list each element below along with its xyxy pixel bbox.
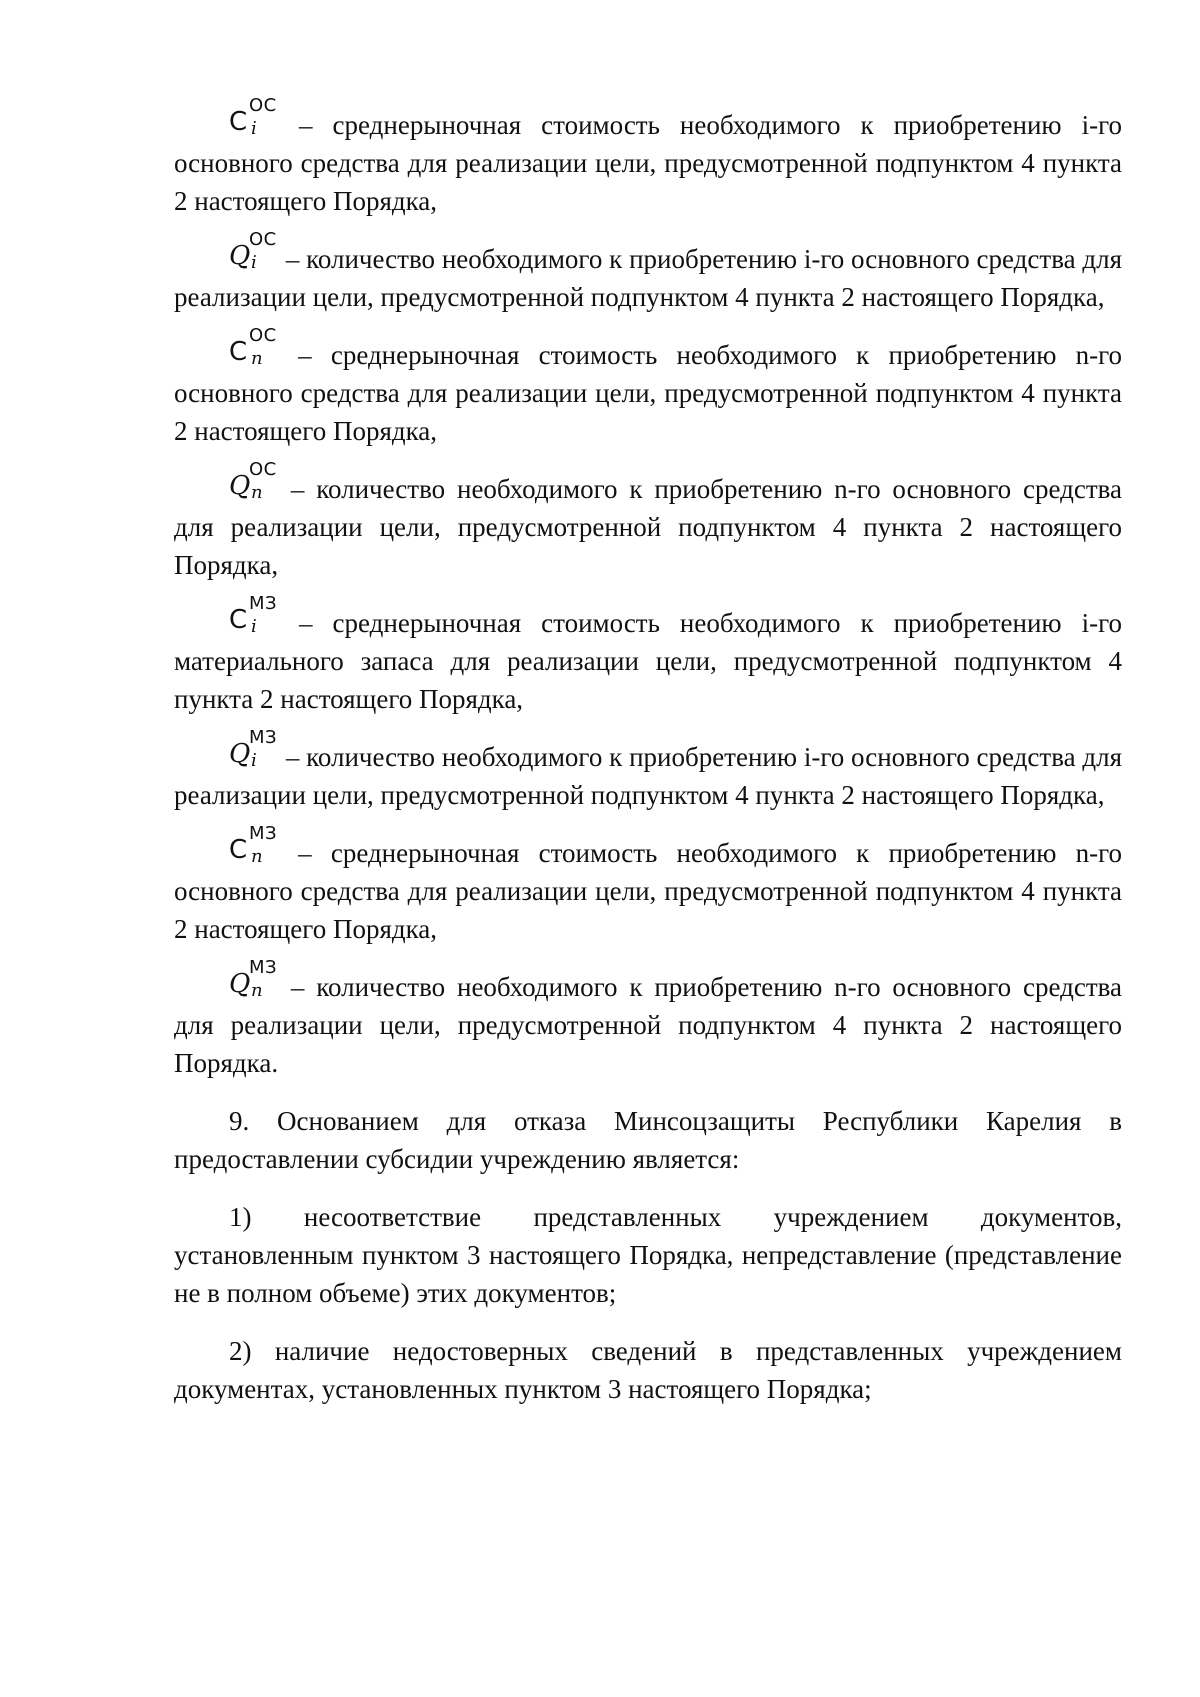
definition-paragraph [174, 957, 1123, 1082]
definition-paragraph [174, 459, 1123, 584]
formula-superscript: ОС [249, 95, 277, 116]
definition-text: – среднерыночная стоимость необходимого к приобретению i-го материального запаса для реализации цели, предусмотренной подпунктом 4 пункта 2 настоящего Порядка, [174, 608, 1122, 714]
formula-superscript: МЗ [249, 593, 278, 614]
formula-base: Q [229, 969, 251, 999]
list-item: 2) наличие недостоверных сведений в представленных учреждением документах, установленных пунктом 3 настоящего Порядка; [174, 1336, 1122, 1404]
formula-base: Q [229, 241, 251, 271]
list-item: 1) несоответствие представленных учреждением документов, установленным пунктом 3 настоящего Порядка, непредставление (представление не в полном объеме) этих документов; [174, 1202, 1122, 1308]
definition-paragraph [174, 727, 1123, 814]
formula-subscript: n [251, 846, 263, 867]
formula-base: С [229, 337, 248, 367]
formula-symbol [229, 95, 279, 139]
definition-text: – среднерыночная стоимость необходимого к приобретению i-го основного средства для реализации цели, предусмотренной подпунктом 4 пункта 2 настоящего Порядка, [174, 110, 1122, 216]
formula-superscript: МЗ [249, 823, 278, 844]
formula-symbol [229, 957, 279, 1001]
definition-text: – среднерыночная стоимость необходимого к приобретению n-го основного средства для реализации цели, предусмотренной подпунктом 4 пункта 2 настоящего Порядка, [174, 838, 1122, 944]
formula-base: Q [229, 471, 251, 501]
clause-9-paragraph: 9. Основанием для отказа Минсоцзащиты Республики Карелия в предоставлении субсидии учреждению является: [174, 1106, 1122, 1174]
formula-subscript: i [251, 750, 257, 771]
formula-symbol [229, 593, 279, 637]
definition-paragraph [174, 95, 1122, 220]
formula-superscript: ОС [249, 325, 277, 346]
formula-base: С [229, 107, 248, 137]
formula-symbol [229, 459, 279, 503]
formula-superscript: ОС [249, 459, 277, 480]
formula-symbol [229, 325, 279, 369]
formula-base: Q [229, 739, 251, 769]
formula-symbol [229, 727, 279, 771]
definition-paragraph [174, 593, 1122, 718]
formula-subscript: i [251, 118, 257, 139]
formula-subscript: n [251, 980, 263, 1001]
formula-symbol [229, 229, 279, 273]
formula-symbol [229, 823, 279, 867]
definition-text: – количество необходимого к приобретению n-го основного средства для реализации цели, предусмотренной подпунктом 4 пункта 2 настоящего Порядка, [174, 474, 1123, 580]
formula-subscript: n [251, 482, 263, 503]
definition-paragraph [174, 823, 1122, 948]
formula-superscript: МЗ [249, 957, 278, 978]
formula-subscript: i [251, 616, 257, 637]
definition-paragraph [174, 229, 1123, 316]
formula-superscript: ОС [249, 229, 277, 250]
definition-text: – количество необходимого к приобретению n-го основного средства для реализации цели, предусмотренной подпунктом 4 пункта 2 настоящего Порядка. [174, 972, 1123, 1078]
formula-base: С [229, 835, 248, 865]
definition-text: – количество необходимого к приобретению i-го основного средства для реализации цели, предусмотренной подпунктом 4 пункта 2 настоящего Порядка, [174, 244, 1123, 312]
definition-text: – среднерыночная стоимость необходимого к приобретению n-го основного средства для реализации цели, предусмотренной подпунктом 4 пункта 2 настоящего Порядка, [174, 340, 1122, 446]
definition-text: – количество необходимого к приобретению i-го основного средства для реализации цели, предусмотренной подпунктом 4 пункта 2 настоящего Порядка, [174, 742, 1123, 810]
formula-base: С [229, 605, 248, 635]
formula-superscript: МЗ [249, 727, 278, 748]
definition-paragraph [174, 325, 1122, 450]
formula-subscript: n [251, 348, 263, 369]
formula-subscript: i [251, 252, 257, 273]
document-body [174, 95, 1123, 1428]
